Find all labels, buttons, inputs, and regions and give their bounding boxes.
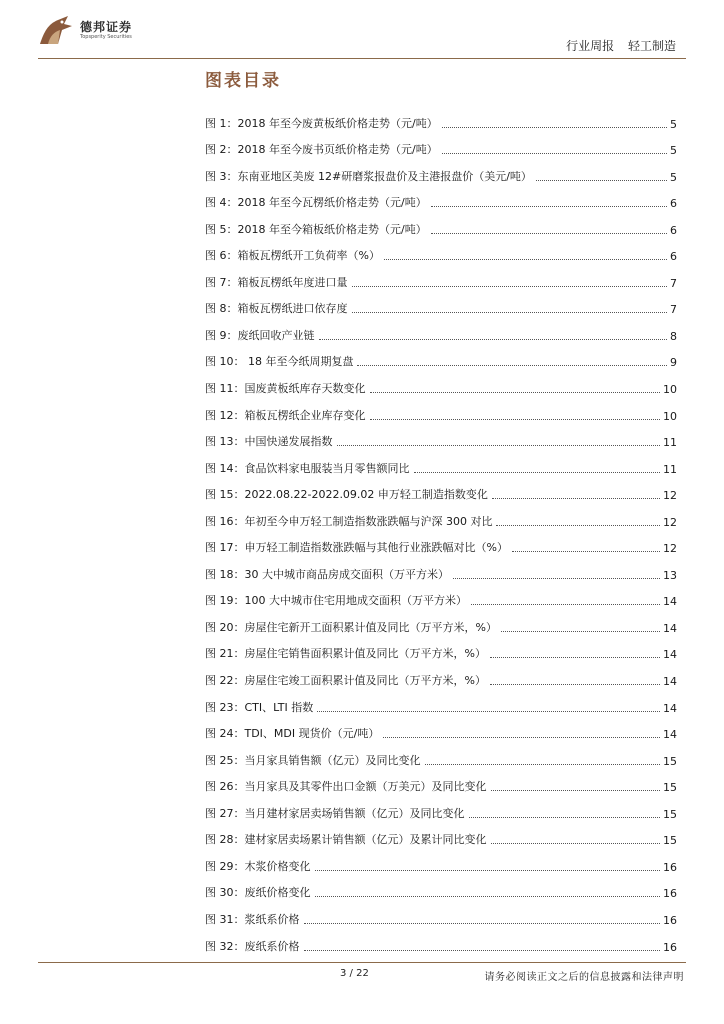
toc-entry[interactable] <box>205 157 677 184</box>
brand-name: 德邦证券 <box>80 20 133 34</box>
toc-entry-page: 14 <box>663 675 677 689</box>
toc-entry-page: 14 <box>663 621 677 635</box>
toc-entry-label: 图 8：箱板瓦楞纸进口依存度 <box>205 302 348 316</box>
toc-leader-dots <box>383 737 660 738</box>
header-divider <box>38 58 686 59</box>
toc-leader-dots <box>425 764 661 765</box>
toc-entry-label: 图 24：TDI、MDI 现货价（元/吨） <box>205 727 380 741</box>
toc-leader-dots <box>492 498 660 499</box>
page-number: 3 / 22 <box>340 968 369 979</box>
toc-entry-label: 图 25：当月家具销售额（亿元）及同比变化 <box>205 753 421 767</box>
toc-entry[interactable] <box>205 104 677 131</box>
toc-leader-dots <box>490 684 660 685</box>
toc-entry-label: 图 28：建材家居卖场累计销售额（亿元）及累计同比变化 <box>205 833 487 847</box>
toc-leader-dots <box>317 711 660 712</box>
toc-entry-label: 图 20：房屋住宅新开工面积累计值及同比（万平方米，%） <box>205 620 497 634</box>
toc-entry-page: 12 <box>663 542 677 556</box>
toc-leader-dots <box>370 392 661 393</box>
toc-entry-label: 图 11：国废黄板纸库存天数变化 <box>205 382 366 396</box>
toc-entry[interactable] <box>205 316 677 343</box>
toc-leader-dots <box>490 657 660 658</box>
toc-entry-page: 15 <box>663 807 677 821</box>
toc-entry-page: 5 <box>670 117 677 131</box>
toc-leader-dots <box>442 127 667 128</box>
toc-leader-dots <box>357 365 667 366</box>
toc-entry-label: 图 30：废纸价格变化 <box>205 886 311 900</box>
toc-entry-page: 12 <box>663 515 677 529</box>
toc-leader-dots <box>536 180 667 181</box>
toc-entry-page: 9 <box>670 356 677 370</box>
toc-entry-label: 图 13：中国快递发展指数 <box>205 435 333 449</box>
toc-entry[interactable] <box>205 794 677 821</box>
toc-entry-label: 图 27：当月建材家居卖场销售额（亿元）及同比变化 <box>205 806 465 820</box>
toc-leader-dots <box>370 419 661 420</box>
toc-entry-label: 图 16：年初至今申万轻工制造指数涨跌幅与沪深 300 对比 <box>205 514 493 528</box>
toc-leader-dots <box>469 817 661 818</box>
toc-entry-page: 16 <box>663 860 677 874</box>
toc-entry-page: 14 <box>663 728 677 742</box>
toc-leader-dots <box>414 472 661 473</box>
toc-entry[interactable] <box>205 847 677 874</box>
brand-english-name: Topsperity Securities <box>80 34 132 40</box>
toc-entry-label: 图 17：申万轻工制造指数涨跌幅与其他行业涨跌幅对比（%） <box>205 541 508 555</box>
toc-entry-label: 图 19：100 大中城市住宅用地成交面积（万平方米） <box>205 594 467 608</box>
toc-entry[interactable] <box>205 555 677 582</box>
toc-list <box>205 104 677 954</box>
toc-leader-dots <box>384 259 667 260</box>
toc-leader-dots <box>491 843 661 844</box>
toc-leader-dots <box>431 206 667 207</box>
toc-entry-label: 图 3：东南亚地区美废 12#研磨浆报盘价及主港报盘价（美元/吨） <box>205 169 532 183</box>
toc-entry-page: 11 <box>663 462 677 476</box>
toc-entry[interactable] <box>205 582 677 609</box>
toc-entry-label: 图 23：CTI、LTI 指数 <box>205 700 314 714</box>
company-logo-icon <box>38 14 74 48</box>
toc-entry[interactable] <box>205 210 677 237</box>
toc-entry-page: 14 <box>663 595 677 609</box>
toc-entry-page: 7 <box>670 276 677 290</box>
toc-entry[interactable] <box>205 768 677 795</box>
toc-entry-page: 6 <box>670 197 677 211</box>
toc-entry[interactable] <box>205 874 677 901</box>
toc-entry-page: 6 <box>670 250 677 264</box>
toc-leader-dots <box>431 233 667 234</box>
toc-entry-page: 5 <box>670 144 677 158</box>
toc-entry[interactable] <box>205 396 677 423</box>
toc-title: 图表目录 <box>205 71 281 91</box>
toc-entry-page: 5 <box>670 170 677 184</box>
toc-entry-page: 6 <box>670 223 677 237</box>
report-type: 行业周报 <box>566 39 615 53</box>
toc-entry-page: 14 <box>663 701 677 715</box>
toc-entry-page: 15 <box>663 781 677 795</box>
toc-entry-page: 7 <box>670 303 677 317</box>
toc-entry[interactable] <box>205 715 677 742</box>
toc-entry[interactable] <box>205 661 677 688</box>
toc-entry-page: 16 <box>663 887 677 901</box>
toc-entry-page: 16 <box>663 913 677 927</box>
toc-leader-dots <box>315 870 661 871</box>
toc-entry-label: 图 29：木浆价格变化 <box>205 859 311 873</box>
toc-entry[interactable] <box>205 608 677 635</box>
toc-entry-label: 图 21：房屋住宅销售面积累计值及同比（万平方米，%） <box>205 647 486 661</box>
toc-entry-page: 16 <box>663 940 677 954</box>
toc-leader-dots <box>512 551 660 552</box>
toc-entry-label: 图 7：箱板瓦楞纸年度进口量 <box>205 275 348 289</box>
toc-entry-label: 图 4：2018 年至今瓦楞纸价格走势（元/吨） <box>205 196 427 210</box>
toc-entry[interactable] <box>205 529 677 556</box>
header-tags <box>556 37 676 54</box>
toc-entry-label: 图 9：废纸回收产业链 <box>205 328 315 342</box>
toc-entry-label: 图 22：房屋住宅竣工面积累计值及同比（万平方米，%） <box>205 674 486 688</box>
toc-leader-dots <box>442 153 667 154</box>
toc-entry-label: 图 32：废纸系价格 <box>205 939 300 953</box>
toc-leader-dots <box>491 790 661 791</box>
toc-entry[interactable] <box>205 900 677 927</box>
toc-entry[interactable] <box>205 290 677 317</box>
toc-entry-label: 图 18：30 大中城市商品房成交面积（万平方米） <box>205 567 449 581</box>
toc-entry[interactable] <box>205 263 677 290</box>
toc-entry[interactable] <box>205 821 677 848</box>
toc-entry[interactable] <box>205 423 677 450</box>
toc-entry[interactable] <box>205 927 677 954</box>
toc-entry-label: 图 10： 18 年至今纸周期复盘 <box>205 355 354 369</box>
toc-entry[interactable] <box>205 343 677 370</box>
footer-disclaimer: 请务必阅读正文之后的信息披露和法律声明 <box>484 972 684 983</box>
toc-entry-page: 15 <box>663 834 677 848</box>
toc-entry-label: 图 31：浆纸系价格 <box>205 912 300 926</box>
toc-leader-dots <box>496 525 660 526</box>
toc-leader-dots <box>471 604 660 605</box>
toc-entry-page: 11 <box>663 436 677 450</box>
toc-leader-dots <box>304 950 661 951</box>
toc-entry-page: 8 <box>670 329 677 343</box>
toc-entry-label: 图 1：2018 年至今废黄板纸价格走势（元/吨） <box>205 116 438 130</box>
toc-entry[interactable] <box>205 449 677 476</box>
toc-leader-dots <box>319 339 668 340</box>
toc-entry[interactable] <box>205 369 677 396</box>
toc-entry-label: 图 14：食品饮料家电服装当月零售额同比 <box>205 461 410 475</box>
toc-entry-label: 图 12：箱板瓦楞纸企业库存变化 <box>205 408 366 422</box>
toc-entry-label: 图 15：2022.08.22-2022.09.02 申万轻工制造指数变化 <box>205 488 488 502</box>
toc-entry-page: 10 <box>663 409 677 423</box>
industry-name: 轻工制造 <box>627 39 676 53</box>
toc-entry-page: 10 <box>663 383 677 397</box>
toc-entry-page: 12 <box>663 489 677 503</box>
toc-leader-dots <box>352 286 668 287</box>
toc-entry[interactable] <box>205 131 677 158</box>
toc-entry[interactable] <box>205 688 677 715</box>
toc-entry[interactable] <box>205 741 677 768</box>
toc-leader-dots <box>337 445 661 446</box>
toc-entry-label: 图 26：当月家具及其零件出口金额（万美元）及同比变化 <box>205 780 487 794</box>
toc-leader-dots <box>453 578 660 579</box>
toc-leader-dots <box>315 896 661 897</box>
toc-leader-dots <box>501 631 660 632</box>
toc-entry[interactable] <box>205 502 677 529</box>
footer-divider <box>38 962 686 963</box>
toc-entry-page: 15 <box>663 754 677 768</box>
toc-entry[interactable] <box>205 476 677 503</box>
toc-entry-label: 图 2：2018 年至今废书页纸价格走势（元/吨） <box>205 143 438 157</box>
toc-entry[interactable] <box>205 635 677 662</box>
toc-entry[interactable] <box>205 184 677 211</box>
page-header <box>0 0 724 60</box>
toc-entry-label: 图 6：箱板瓦楞纸开工负荷率（%） <box>205 249 380 263</box>
toc-entry-page: 13 <box>663 568 677 582</box>
toc-entry[interactable] <box>205 237 677 264</box>
toc-leader-dots <box>304 923 661 924</box>
toc-entry-label: 图 5：2018 年至今箱板纸价格走势（元/吨） <box>205 222 427 236</box>
toc-entry-page: 14 <box>663 648 677 662</box>
toc-leader-dots <box>352 312 668 313</box>
